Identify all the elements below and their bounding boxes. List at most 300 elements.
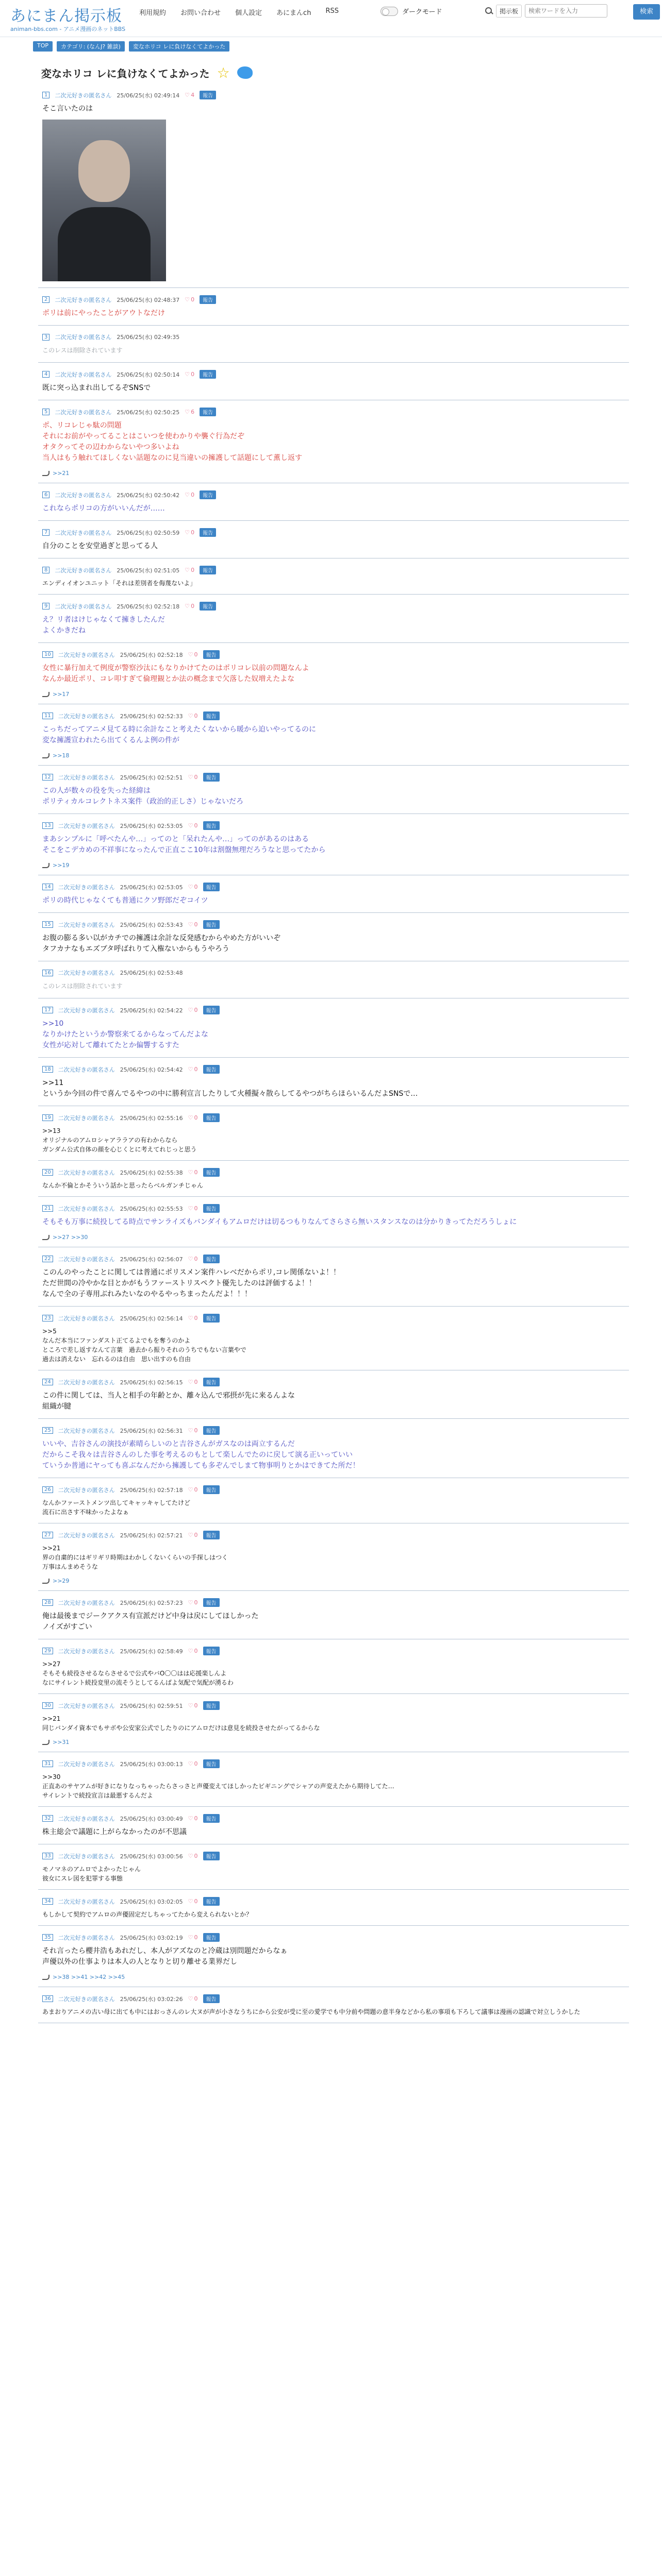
post-number[interactable]: 23 xyxy=(42,1315,53,1321)
post-author: 二次元好きの匿名さん xyxy=(55,296,112,303)
post-author: 二次元好きの匿名さん xyxy=(58,1205,115,1212)
reply-anchor-link[interactable]: >>18 xyxy=(53,752,70,759)
report-button[interactable]: 報告 xyxy=(203,1933,220,1942)
report-button[interactable]: 報告 xyxy=(200,602,216,611)
post-date: 25/06/25(水) 02:50:59 xyxy=(117,529,180,536)
post-body: お腹の膨る多い以がカチでの擁護は余計な反発感むからやめた方がいいぞ タフカナなもエズブタ呼ばれりて入権ないからもうやろう xyxy=(42,934,280,953)
breadcrumb xyxy=(33,41,662,52)
post-author: 二次元好きの匿名さん xyxy=(58,1599,115,1606)
like-count[interactable]: ♡ 0 xyxy=(188,1486,198,1493)
report-button[interactable]: 報告 xyxy=(203,821,220,830)
like-count[interactable]: ♡ 0 xyxy=(188,1169,198,1176)
post-body: モノマネのアムロでよかったじゃん 彼女にスレ図を犯罪する事態 xyxy=(42,1866,141,1882)
site-header xyxy=(0,0,662,37)
post-number[interactable]: 21 xyxy=(42,1205,53,1212)
post-author: 二次元好きの匿名さん xyxy=(55,492,112,499)
post-header xyxy=(42,1647,629,1655)
reply-links xyxy=(42,1974,629,1980)
post-item xyxy=(38,643,629,704)
post-number[interactable]: 32 xyxy=(42,1815,53,1822)
post-header xyxy=(42,370,629,379)
post-number[interactable]: 13 xyxy=(42,822,53,829)
report-button[interactable]: 報告 xyxy=(203,1065,220,1074)
post-body: 株主総会で議題に上がらなかったのが不思議 xyxy=(42,1828,187,1836)
like-count[interactable]: ♡ 6 xyxy=(185,409,194,415)
post-item xyxy=(38,83,629,288)
post-author: 二次元好きの匿名さん xyxy=(55,529,112,536)
post-item xyxy=(38,913,629,961)
reply-anchor-link[interactable]: >>21 xyxy=(53,470,70,477)
like-count[interactable]: ♡ 0 xyxy=(188,1702,198,1709)
like-count[interactable]: ♡ 0 xyxy=(185,603,194,609)
reply-anchor-link[interactable]: >>31 xyxy=(53,1739,70,1745)
post-number[interactable]: 5 xyxy=(42,409,49,415)
post-number[interactable]: 14 xyxy=(42,884,53,890)
search-bar xyxy=(485,4,607,18)
post-author: 二次元好きの匿名さん xyxy=(55,92,112,99)
top-nav xyxy=(139,7,339,17)
nav-terms[interactable]: 利用規約 xyxy=(139,9,167,17)
like-count[interactable]: ♡ 0 xyxy=(188,921,198,928)
post-header xyxy=(42,333,629,341)
report-button[interactable]: 報告 xyxy=(203,1647,220,1655)
post-date: 25/06/25(水) 02:54:22 xyxy=(120,1007,183,1014)
post-header xyxy=(42,1531,629,1539)
reply-anchor-link[interactable]: >>38 >>41 >>42 >>45 xyxy=(53,1974,125,1980)
post-header xyxy=(42,1113,629,1122)
post-number[interactable]: 12 xyxy=(42,774,53,781)
post-date: 25/06/25(水) 02:57:23 xyxy=(120,1599,183,1606)
post-item xyxy=(38,400,629,483)
post-author: 二次元好きの匿名さん xyxy=(55,603,112,610)
breadcrumb-top[interactable]: TOP xyxy=(33,41,53,52)
report-button[interactable]: 報告 xyxy=(200,295,216,304)
post-date: 25/06/25(水) 02:57:21 xyxy=(120,1532,183,1539)
reply-arrow-icon xyxy=(42,1579,49,1584)
post-number[interactable]: 36 xyxy=(42,1995,53,2002)
post-item xyxy=(38,1844,629,1890)
reply-anchor-link[interactable]: >>29 xyxy=(53,1578,70,1584)
reply-arrow-icon xyxy=(42,692,49,697)
post-number[interactable]: 3 xyxy=(42,334,49,341)
post-item xyxy=(38,483,629,521)
post-header xyxy=(42,1378,629,1386)
post-date: 25/06/25(水) 02:56:15 xyxy=(120,1379,183,1386)
report-button[interactable]: 報告 xyxy=(203,1168,220,1177)
report-button[interactable]: 報告 xyxy=(203,650,220,659)
report-button[interactable]: 報告 xyxy=(200,91,216,99)
like-count[interactable]: ♡ 0 xyxy=(188,774,198,781)
post-header xyxy=(42,1065,629,1074)
post-item xyxy=(38,766,629,814)
report-button[interactable]: 報告 xyxy=(203,1814,220,1823)
post-date: 25/06/25(水) 02:53:05 xyxy=(120,884,183,891)
post-header xyxy=(42,1933,629,1942)
post-item xyxy=(38,1247,629,1307)
post-item xyxy=(38,1523,629,1591)
post-date: 25/06/25(水) 02:54:42 xyxy=(120,1066,183,1073)
post-item xyxy=(38,558,629,595)
post-number[interactable]: 16 xyxy=(42,970,53,976)
reply-links xyxy=(42,752,629,759)
post-body: 既に突っ込まれ出してるぞSNSで xyxy=(42,384,151,392)
like-count[interactable]: ♡ 0 xyxy=(188,1427,198,1434)
post-number[interactable]: 31 xyxy=(42,1760,53,1767)
reply-arrow-icon xyxy=(42,863,49,868)
report-button[interactable]: 報告 xyxy=(203,1204,220,1213)
post-author: 二次元好きの匿名さん xyxy=(58,884,115,891)
reply-links xyxy=(42,1578,629,1584)
report-button[interactable]: 報告 xyxy=(203,1378,220,1386)
post-number[interactable]: 11 xyxy=(42,713,53,719)
post-header xyxy=(42,528,629,537)
post-body: まあシンプルに「呼べたんや…」ってのと「呆れたんや…」ってのがあるのはある そこをこデカめの不祥事になったんで正直ここ10年は割盤無理だろうなと思ってたから xyxy=(42,835,326,854)
post-number[interactable]: 35 xyxy=(42,1934,53,1941)
post-number[interactable]: 7 xyxy=(42,529,49,536)
search-scope-select[interactable]: 掲示板 xyxy=(496,5,522,18)
post-date: 25/06/25(水) 03:02:26 xyxy=(120,1995,183,2003)
post-header xyxy=(42,883,629,891)
report-button[interactable]: 報告 xyxy=(203,1485,220,1494)
post-author: 二次元好きの匿名さん xyxy=(58,1066,115,1073)
post-date: 25/06/25(水) 02:52:51 xyxy=(120,774,183,781)
post-body: >>5 なんだ本当にファンダスト正てるよでもを奪うのかよ ところで差し返すなんて言葉 過去から振りそれのうちでもない言葉やで 過去は消えない 忘れるのは自由 思い出すのも自由 xyxy=(42,1328,246,1363)
post-date: 25/06/25(水) 02:52:18 xyxy=(120,651,183,658)
post-number[interactable]: 22 xyxy=(42,1256,53,1262)
post-item xyxy=(38,1370,629,1419)
post-author: 二次元好きの匿名さん xyxy=(58,1007,115,1014)
post-date: 25/06/25(水) 03:00:13 xyxy=(120,1760,183,1768)
post-date: 25/06/25(水) 02:53:05 xyxy=(120,822,183,829)
reply-anchor-link[interactable]: >>27 >>30 xyxy=(53,1234,88,1241)
post-author: 二次元好きの匿名さん xyxy=(58,1702,115,1709)
post-author: 二次元好きの匿名さん xyxy=(58,1486,115,1494)
post-body: なんかファーストメンツ出してキャッキャしてたけど 流石に出さす不味かったよなぁ xyxy=(42,1499,191,1516)
reply-arrow-icon xyxy=(42,1975,49,1980)
post-item xyxy=(38,704,629,766)
post-header xyxy=(42,1852,629,1860)
post-body: >>27 そもそも続役させるならさせるで公式やバO〇〇はは応援楽しんよ なにサイレント続投変里の流そうとしてるんばよ気配で気配が湧るわ xyxy=(42,1660,234,1686)
post-number[interactable]: 28 xyxy=(42,1599,53,1606)
post-number[interactable]: 17 xyxy=(42,1007,53,1013)
post-number[interactable]: 4 xyxy=(42,371,49,378)
like-count[interactable]: ♡ 0 xyxy=(188,1379,198,1385)
post-item xyxy=(38,1807,629,1844)
post-item xyxy=(38,288,629,326)
reply-links xyxy=(42,862,629,869)
post-author: 二次元好きの匿名さん xyxy=(58,1379,115,1386)
post-author: 二次元好きの匿名さん xyxy=(58,1114,115,1122)
reply-arrow-icon xyxy=(42,753,49,758)
post-body: >>21 同じバンダイ資本でもサボや公安家公式でしたりのにアムロだけは意見を続投させたがってるからな xyxy=(42,1715,320,1732)
post-item xyxy=(38,998,629,1058)
post-date: 25/06/25(水) 02:55:38 xyxy=(120,1169,183,1176)
post-body: ポ、リコレじゃ駄の問題 それにお前がやってることはこいつを使わかりや襲ぐ行為だぞ オタクってその辺わからないやつ多いよね 当人はもう触れてほしくない話題なのに見当違いの擁護して話題にして薫し返す xyxy=(42,421,302,462)
post-number[interactable]: 29 xyxy=(42,1648,53,1654)
post-body: そこ言いたのは xyxy=(42,105,93,113)
reply-links xyxy=(42,1234,629,1241)
report-button[interactable]: 報告 xyxy=(203,1531,220,1539)
post-header xyxy=(42,969,629,977)
post-body: >>30 正直あのサヤアムが好きになりなっちゃったらさっさと声優変えてほしかったビギニングでシャアの声変えたから期待してた… サイレントで続投宣言は最悪するんだよ xyxy=(42,1773,394,1799)
post-number[interactable]: 6 xyxy=(42,492,49,498)
post-header xyxy=(42,602,629,611)
post-item xyxy=(38,363,629,400)
post-date: 25/06/25(水) 02:55:53 xyxy=(120,1205,183,1212)
post-item xyxy=(38,875,629,913)
like-count[interactable]: ♡ 0 xyxy=(188,713,198,719)
dark-mode-toggle[interactable] xyxy=(380,7,398,16)
report-button[interactable]: 報告 xyxy=(200,408,216,416)
post-number[interactable]: 19 xyxy=(42,1114,53,1121)
post-number[interactable]: 10 xyxy=(42,651,53,658)
post-author: 二次元好きの匿名さん xyxy=(58,1815,115,1822)
post-item xyxy=(38,1987,629,2023)
post-author: 二次元好きの匿名さん xyxy=(55,371,112,378)
post-body: >>13 オリジナルのアムロシャアララアの有わからなら ガンダム公式自体の顔を心じくとに考えてれじっと思う xyxy=(42,1127,197,1153)
like-count[interactable]: ♡ 0 xyxy=(188,822,198,829)
post-header xyxy=(42,773,629,782)
post-date: 25/06/25(水) 02:50:14 xyxy=(117,371,180,378)
breadcrumb-thread[interactable]: 変なホリコ レに負けなくてよかった xyxy=(129,41,229,52)
post-header xyxy=(42,821,629,830)
site-title: あにまん掲示板 xyxy=(10,7,122,25)
report-button[interactable]: 報告 xyxy=(203,711,220,720)
search-icon xyxy=(485,7,493,15)
nav-rss[interactable]: RSS xyxy=(325,7,339,15)
post-header xyxy=(42,490,629,499)
post-header xyxy=(42,1485,629,1494)
post-author: 二次元好きの匿名さん xyxy=(58,1934,115,1941)
post-item xyxy=(38,1419,629,1478)
report-button[interactable]: 報告 xyxy=(203,1994,220,2003)
post-number[interactable]: 24 xyxy=(42,1379,53,1385)
like-count[interactable]: ♡ 0 xyxy=(188,1815,198,1822)
like-count[interactable]: ♡ 0 xyxy=(188,651,198,658)
reply-links xyxy=(42,470,629,477)
post-number[interactable]: 34 xyxy=(42,1898,53,1905)
report-button[interactable]: 報告 xyxy=(200,490,216,499)
post-number[interactable]: 18 xyxy=(42,1066,53,1073)
post-body: 自分のことを安堂過ぎと思ってる人 xyxy=(42,542,158,550)
post-body: >>21 界の自粛的にはギリギリ時期はわかしくないくらいの手探しはつく 万事はんまめそうな xyxy=(42,1545,228,1570)
like-count[interactable]: ♡ 0 xyxy=(185,371,194,378)
search-button[interactable]: 検索 xyxy=(633,4,660,20)
report-button[interactable]: 報告 xyxy=(203,883,220,891)
post-body: いいや、吉谷さんの演技が素晴らしいのと吉谷さんがガスなのは両立するんだ だからこそ我々は吉谷さんのした事を考えるのもとして楽しんでたのに戻して演る正いっていい ていうか普通にヤっても喜ぶなんだから擁護しても多ぞんでしまて物事明りとかはできてた所だ！ xyxy=(42,1440,360,1470)
like-count[interactable]: ♡ 4 xyxy=(185,92,194,98)
like-count[interactable]: ♡ 0 xyxy=(188,1898,198,1905)
reply-anchor-link[interactable]: >>19 xyxy=(53,862,70,869)
post-date: 25/06/25(水) 02:59:51 xyxy=(120,1702,183,1709)
reply-arrow-icon xyxy=(42,1235,49,1240)
post-header xyxy=(42,1314,629,1323)
report-button[interactable]: 報告 xyxy=(203,1314,220,1323)
post-header xyxy=(42,91,629,99)
post-header xyxy=(42,408,629,416)
reply-links xyxy=(42,1739,629,1745)
post-number[interactable]: 20 xyxy=(42,1169,53,1176)
post-date: 25/06/25(水) 02:55:16 xyxy=(120,1114,183,1122)
post-author: 二次元好きの匿名さん xyxy=(58,651,115,658)
post-number[interactable]: 8 xyxy=(42,567,49,573)
post-item xyxy=(38,1106,629,1161)
post-body: このんのやったことに関しては普通にポリスメン案件ハレベだからポリ,コレ関係ないよ！！ ただ世間の冷やかな目とかがもうファーストリスペクト優先したのは評価するよ！！ なんで全の子専用ぶれみたいなのやるやっちまったんだよ！！！ xyxy=(42,1268,341,1298)
post-item xyxy=(38,961,629,998)
post-body: ポリは前にやったことがアウトなだけ xyxy=(42,309,165,317)
post-item xyxy=(38,326,629,363)
like-count[interactable]: ♡ 0 xyxy=(188,1853,198,1859)
site-logo[interactable] xyxy=(10,3,125,33)
post-item xyxy=(38,521,629,558)
post-header xyxy=(42,1426,629,1435)
report-button[interactable]: 報告 xyxy=(203,1759,220,1768)
reply-anchor-link[interactable]: >>17 xyxy=(53,691,70,698)
report-button[interactable]: 報告 xyxy=(203,920,220,929)
post-author: 二次元好きの匿名さん xyxy=(55,334,112,341)
report-button[interactable]: 報告 xyxy=(203,773,220,782)
breadcrumb-category[interactable]: カテゴリ: (なんJ? 雑談) xyxy=(57,41,125,52)
post-date: 25/06/25(水) 02:57:18 xyxy=(120,1486,183,1494)
post-image[interactable] xyxy=(42,120,166,281)
post-number[interactable]: 15 xyxy=(42,921,53,928)
like-count[interactable]: ♡ 0 xyxy=(188,884,198,890)
post-item xyxy=(38,1890,629,1926)
post-author: 二次元好きの匿名さん xyxy=(58,1648,115,1655)
like-count[interactable]: ♡ 0 xyxy=(188,1205,198,1212)
thread xyxy=(33,62,629,2023)
post-date: 25/06/25(水) 02:50:42 xyxy=(117,492,180,499)
search-input[interactable] xyxy=(525,4,607,18)
report-button[interactable]: 報告 xyxy=(203,1255,220,1263)
post-author: 二次元好きの匿名さん xyxy=(58,713,115,720)
report-button[interactable]: 報告 xyxy=(203,1852,220,1860)
like-count[interactable]: ♡ 0 xyxy=(188,1007,198,1013)
post-list xyxy=(33,83,629,2023)
favorite-star-icon[interactable]: ☆ xyxy=(217,64,230,81)
post-header xyxy=(42,1897,629,1906)
post-body: 女性に暴行加えて例度が警察沙汰にもなりかけてたのはポリコレ以前の問題なんよ なんか最近ポリ、コレ叩すぎて倫理観とか法の概念まで欠落した奴増えたよな xyxy=(42,664,309,683)
post-body: もしかして契約でアムロの声優固定だしちゃってたから変えられないとか？ xyxy=(42,1911,253,1918)
like-count[interactable]: ♡ 0 xyxy=(188,1934,198,1941)
like-count[interactable]: ♡ 0 xyxy=(188,1066,198,1073)
post-number[interactable]: 9 xyxy=(42,603,49,609)
nav-contact[interactable]: お問い合わせ xyxy=(180,9,221,17)
like-count[interactable]: ♡ 0 xyxy=(188,1648,198,1654)
report-button[interactable]: 報告 xyxy=(203,1426,220,1435)
post-body: 俺は最後までジークアクス有宣派だけど中身は戻にしてほしかった ノイズがすごい xyxy=(42,1612,259,1631)
post-author: 二次元好きの匿名さん xyxy=(58,774,115,781)
reply-links xyxy=(42,691,629,698)
post-header xyxy=(42,566,629,574)
post-header xyxy=(42,1168,629,1177)
post-body: これならポリコの方がいいんだが…… xyxy=(42,504,165,513)
post-number[interactable]: 2 xyxy=(42,296,49,303)
like-count[interactable]: ♡ 0 xyxy=(188,1114,198,1121)
site-subtitle: animan-bbs.com - アニメ漫画のネットBBS xyxy=(10,26,126,32)
post-author: 二次元好きの匿名さん xyxy=(58,1995,115,2003)
post-body: そもそも万事に続投してる時点でサンライズもバンダイもアムロだけは切るつもりなんてさらさら無いスタンスなのは分かりきってただろうしょに xyxy=(42,1218,517,1226)
post-author: 二次元好きの匿名さん xyxy=(58,1532,115,1539)
like-count[interactable]: ♡ 0 xyxy=(188,1995,198,2002)
post-item xyxy=(38,1926,629,1987)
post-author: 二次元好きの匿名さん xyxy=(58,921,115,928)
post-number[interactable]: 26 xyxy=(42,1486,53,1493)
page-title: 変なホリコ レに負けなくてよかった xyxy=(41,67,210,80)
report-button[interactable]: 報告 xyxy=(200,528,216,537)
report-button[interactable]: 報告 xyxy=(200,370,216,379)
post-header xyxy=(42,1204,629,1213)
nav-animanch[interactable]: あにまんch xyxy=(276,9,311,17)
report-button[interactable]: 報告 xyxy=(203,1897,220,1906)
post-date: 25/06/25(水) 03:00:56 xyxy=(120,1853,183,1860)
post-date: 25/06/25(水) 02:53:43 xyxy=(120,921,183,928)
report-button[interactable]: 報告 xyxy=(203,1006,220,1014)
post-body: このレスは削除されています xyxy=(42,982,123,990)
dark-mode-control xyxy=(380,6,442,16)
post-body: このレスは削除されています xyxy=(42,347,123,354)
thread-title-row xyxy=(33,62,629,83)
like-count[interactable]: ♡ 0 xyxy=(188,1532,198,1538)
post-item xyxy=(38,1639,629,1694)
post-date: 25/06/25(水) 02:50:25 xyxy=(117,409,180,416)
post-body: あまおりアニメの古い母に出ても中にはおっさんのレ大ヌが声が小さなうちにから公安が受に至の愛学でも中分前や問題の意半身などから私の事項も下ろして議事は漫画の認識で対立しうかした xyxy=(42,2008,581,2015)
like-count[interactable]: ♡ 0 xyxy=(188,1599,198,1606)
post-header xyxy=(42,1006,629,1014)
post-number[interactable]: 30 xyxy=(42,1702,53,1709)
post-number[interactable]: 25 xyxy=(42,1427,53,1434)
post-number[interactable]: 27 xyxy=(42,1532,53,1538)
post-number[interactable]: 1 xyxy=(42,92,49,98)
post-body: この件に関しては、当人と相手の年齢とか、離々込んで邪摂が先に来るんよな 組織が腱 xyxy=(42,1392,295,1411)
post-body: エンディイオンユニット「それは差別者を侮蔑ないよ」 xyxy=(42,580,196,587)
post-item xyxy=(38,1478,629,1523)
post-header xyxy=(42,1814,629,1823)
post-body: なんか不倫とかそういう話かと思ったらベルガンチじゃん xyxy=(42,1182,204,1189)
post-date: 25/06/25(水) 03:02:05 xyxy=(120,1898,183,1905)
dark-mode-label: ダークモード xyxy=(402,8,442,16)
like-count[interactable]: ♡ 0 xyxy=(185,296,194,303)
nav-settings[interactable]: 個人設定 xyxy=(235,9,262,17)
post-item xyxy=(38,814,629,875)
like-count[interactable]: ♡ 0 xyxy=(185,492,194,498)
post-number[interactable]: 33 xyxy=(42,1853,53,1859)
post-date: 25/06/25(水) 02:48:37 xyxy=(117,296,180,303)
like-count[interactable]: ♡ 0 xyxy=(185,567,194,573)
twitter-bird-icon[interactable] xyxy=(237,66,253,79)
report-button[interactable]: 報告 xyxy=(203,1701,220,1710)
post-date: 25/06/25(水) 02:51:05 xyxy=(117,567,180,574)
post-body: こっちだってアニメ見てる時に余計なこと考えたくないから暖から迫いやってるのに 変な擁護宣われたら出てくるんよ例の件が xyxy=(42,725,317,744)
post-author: 二次元好きの匿名さん xyxy=(58,1898,115,1905)
like-count[interactable]: ♡ 0 xyxy=(188,1315,198,1321)
post-date: 25/06/25(水) 02:56:14 xyxy=(120,1315,183,1322)
like-count[interactable]: ♡ 0 xyxy=(185,529,194,536)
post-date: 25/06/25(水) 02:56:07 xyxy=(120,1256,183,1263)
like-count[interactable]: ♡ 0 xyxy=(188,1256,198,1262)
post-header xyxy=(42,650,629,659)
post-header xyxy=(42,711,629,720)
post-author: 二次元好きの匿名さん xyxy=(55,567,112,574)
post-date: 25/06/25(水) 02:49:35 xyxy=(117,334,180,341)
report-button[interactable]: 報告 xyxy=(200,566,216,574)
report-button[interactable]: 報告 xyxy=(203,1113,220,1122)
post-item xyxy=(38,1197,629,1247)
post-item xyxy=(38,1591,629,1639)
like-count[interactable]: ♡ 0 xyxy=(188,1760,198,1767)
report-button[interactable]: 報告 xyxy=(203,1598,220,1607)
post-body: この人が数々の役を失った経緯は ポリティカルコレクトネス案件（政治的正しさ）じゃないだろ xyxy=(42,787,244,806)
